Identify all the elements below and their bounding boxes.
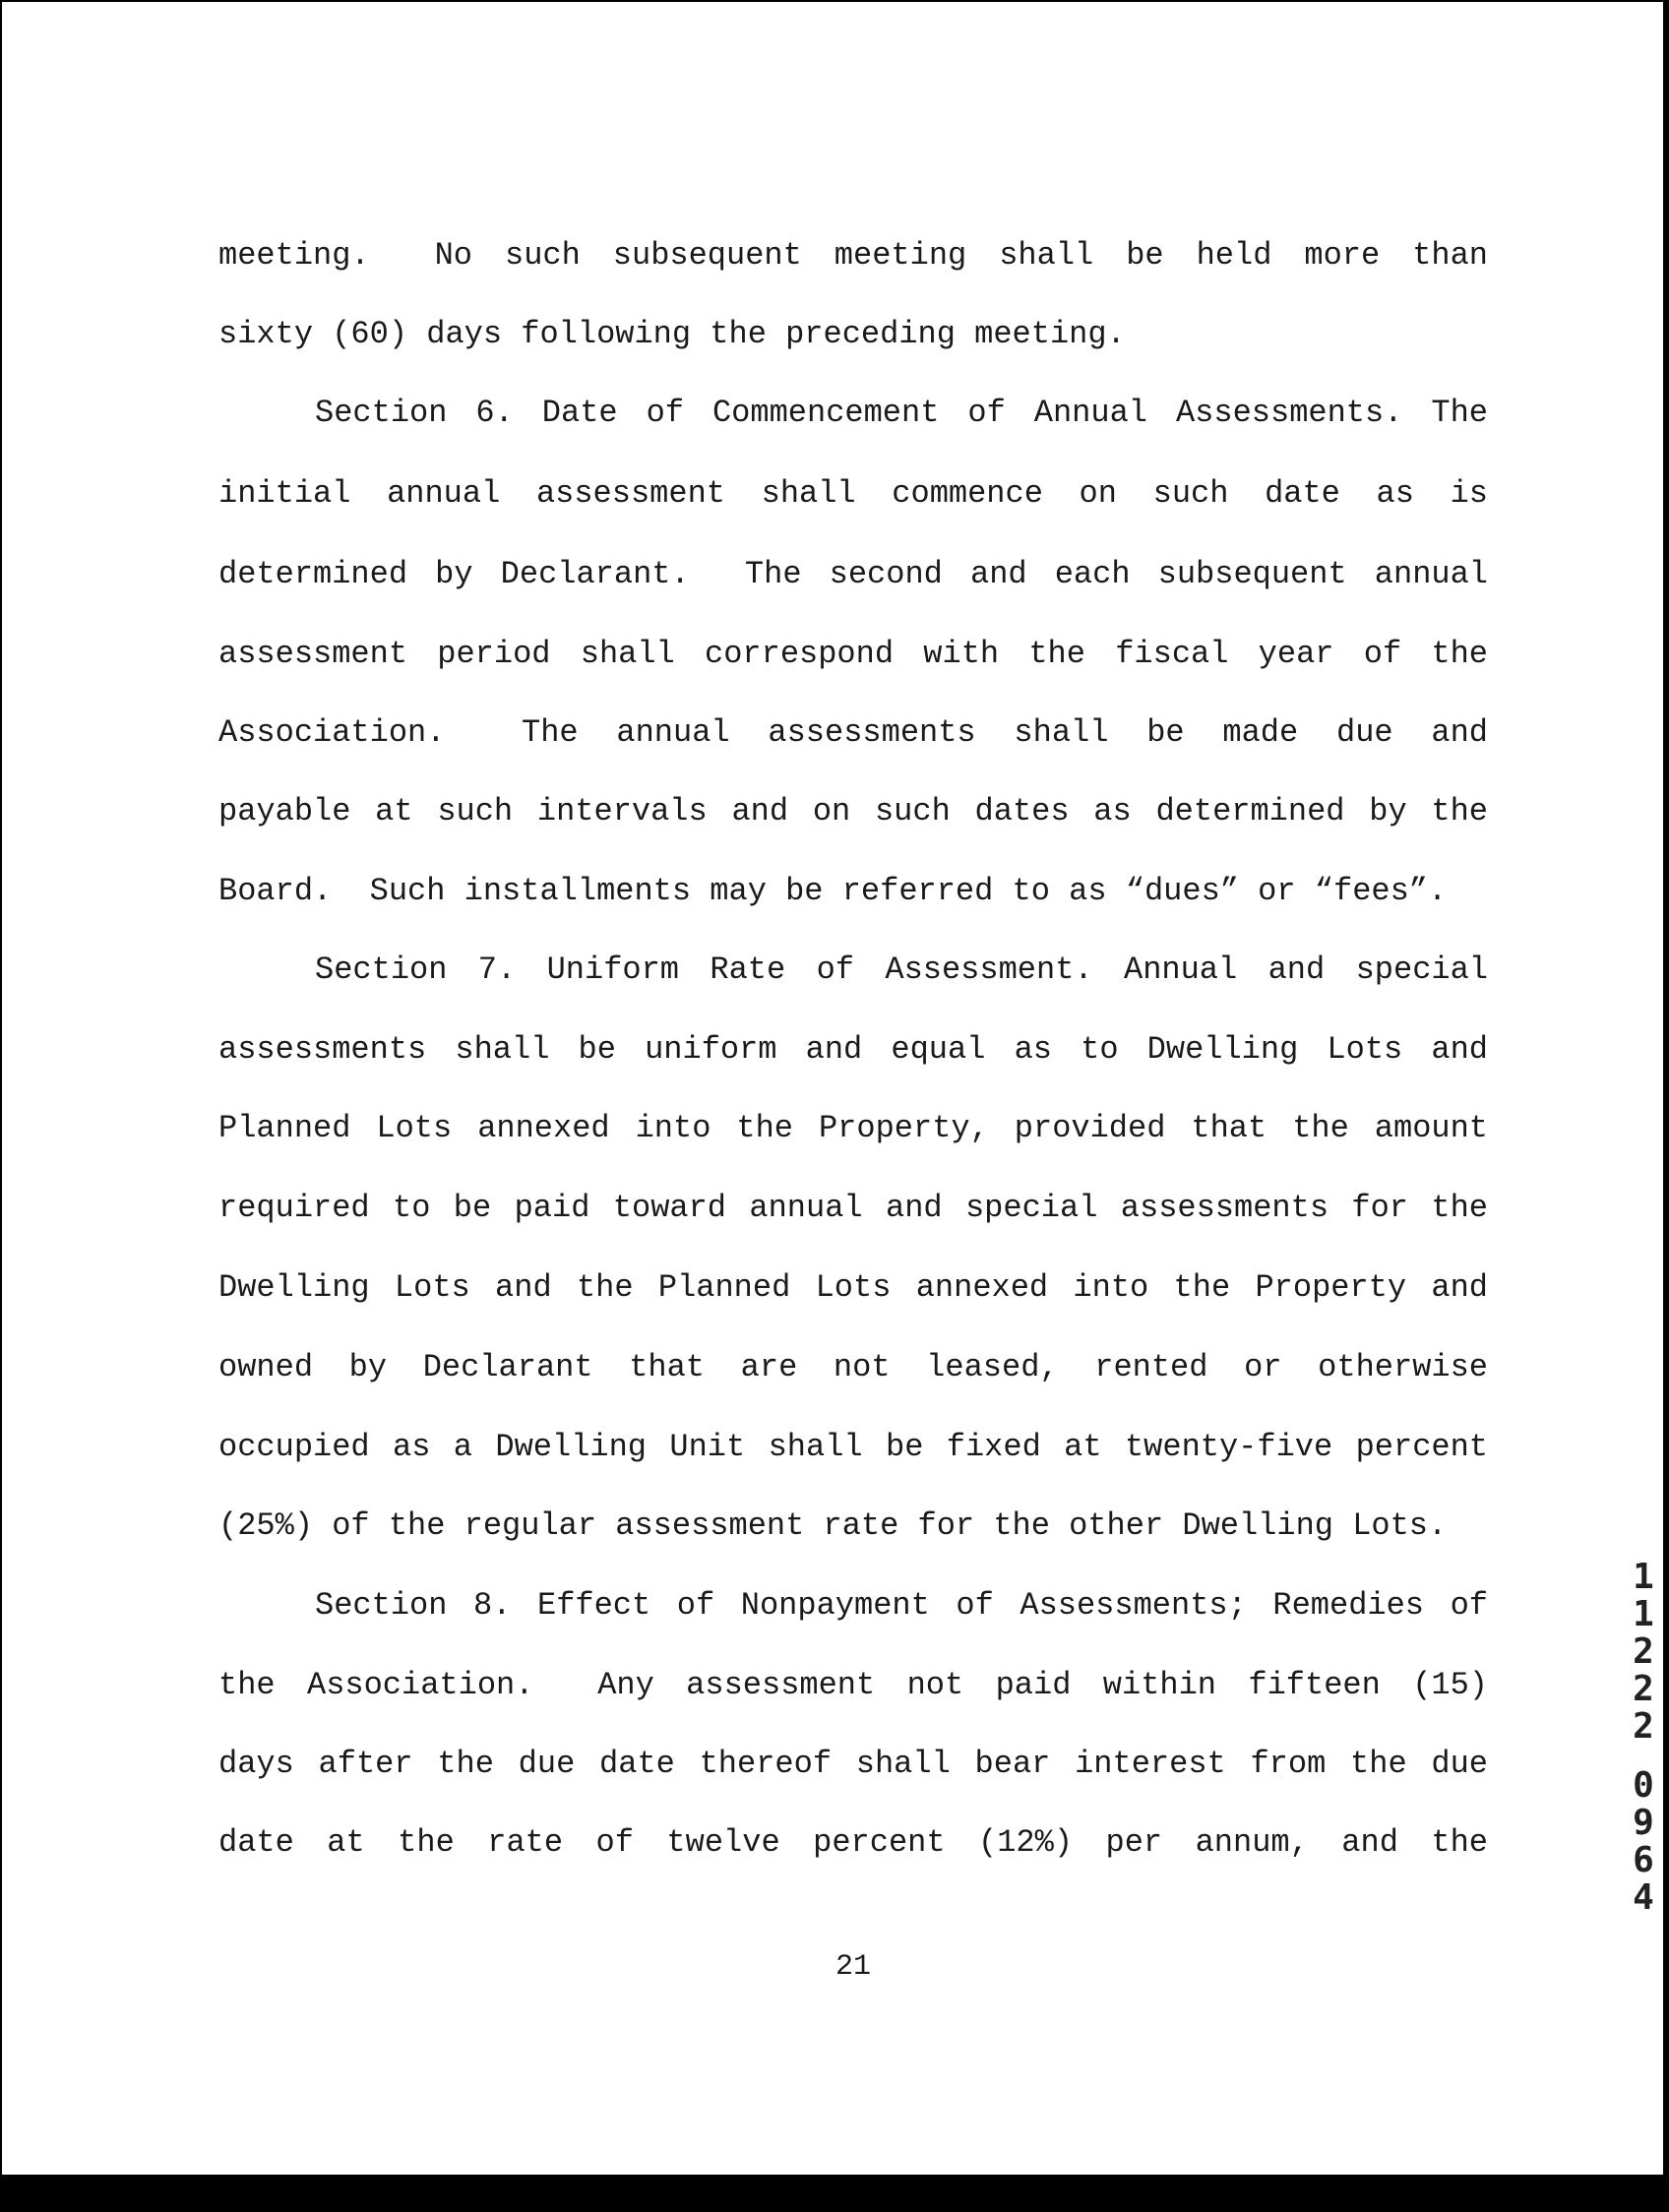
text-line: Dwelling Lots and the Planned Lots annexed into the Property and bbox=[218, 1269, 1488, 1306]
stamp-digit: 9 bbox=[1633, 1803, 1654, 1843]
stamp-digit: 1 bbox=[1633, 1557, 1654, 1597]
text-line: date at the rate of twelve percent (12%) per annum, and the bbox=[218, 1824, 1488, 1861]
scan-border-bottom bbox=[0, 2175, 1669, 2212]
section-8-heading-line: Section 8. Effect of Nonpayment of Assessments; Remedies of bbox=[315, 1587, 1488, 1624]
margin-recording-number bbox=[1624, 1559, 1663, 1917]
stamp-digit: 1 bbox=[1633, 1594, 1654, 1634]
text-line: the Association. Any assessment not paid within fifteen (15) bbox=[218, 1667, 1488, 1703]
text-line: assessments shall be uniform and equal as to Dwelling Lots and bbox=[218, 1031, 1488, 1068]
section-7-heading-line: Section 7. Uniform Rate of Assessment. Annual and special bbox=[315, 952, 1488, 988]
text-line: Board. Such installments may be referred to as “dues” or “fees”. bbox=[218, 873, 1448, 909]
stamp-gap bbox=[1624, 1746, 1663, 1767]
text-line: determined by Declarant. The second and each subsequent annual bbox=[218, 556, 1488, 592]
text-line: sixty (60) days following the preceding meeting. bbox=[218, 316, 1126, 352]
stamp-digit: 2 bbox=[1633, 1706, 1654, 1747]
text-line: meeting. No such subsequent meeting shall be held more than bbox=[218, 237, 1488, 274]
text-line: owned by Declarant that are not leased, rented or otherwise bbox=[218, 1349, 1488, 1385]
text-line: required to be paid toward annual and special assessments for the bbox=[218, 1190, 1488, 1226]
text-line: Association. The annual assessments shall be made due and bbox=[218, 714, 1488, 751]
section-6-heading-line: Section 6. Date of Commencement of Annual Assessments. The bbox=[315, 395, 1488, 431]
text-line: assessment period shall correspond with the fiscal year of the bbox=[218, 636, 1488, 672]
stamp-digit: 6 bbox=[1633, 1840, 1654, 1880]
text-line: days after the due date thereof shall bear interest from the due bbox=[218, 1746, 1488, 1782]
text-line: initial annual assessment shall commence on such date as is bbox=[218, 475, 1488, 512]
text-line: payable at such intervals and on such dates as determined by the bbox=[218, 793, 1488, 830]
stamp-digit: 4 bbox=[1633, 1877, 1654, 1918]
text-line: (25%) of the regular assessment rate for the other Dwelling Lots. bbox=[218, 1507, 1448, 1544]
stamp-digit: 2 bbox=[1633, 1631, 1654, 1672]
stamp-digit: 2 bbox=[1633, 1669, 1654, 1709]
text-line: Planned Lots annexed into the Property, provided that the amount bbox=[218, 1110, 1488, 1146]
scan-border-right bbox=[1663, 0, 1669, 2212]
text-line: occupied as a Dwelling Unit shall be fixed at twenty-five percent bbox=[218, 1429, 1488, 1465]
page-number: 21 bbox=[834, 1950, 871, 1984]
stamp-digit: 0 bbox=[1633, 1765, 1654, 1806]
